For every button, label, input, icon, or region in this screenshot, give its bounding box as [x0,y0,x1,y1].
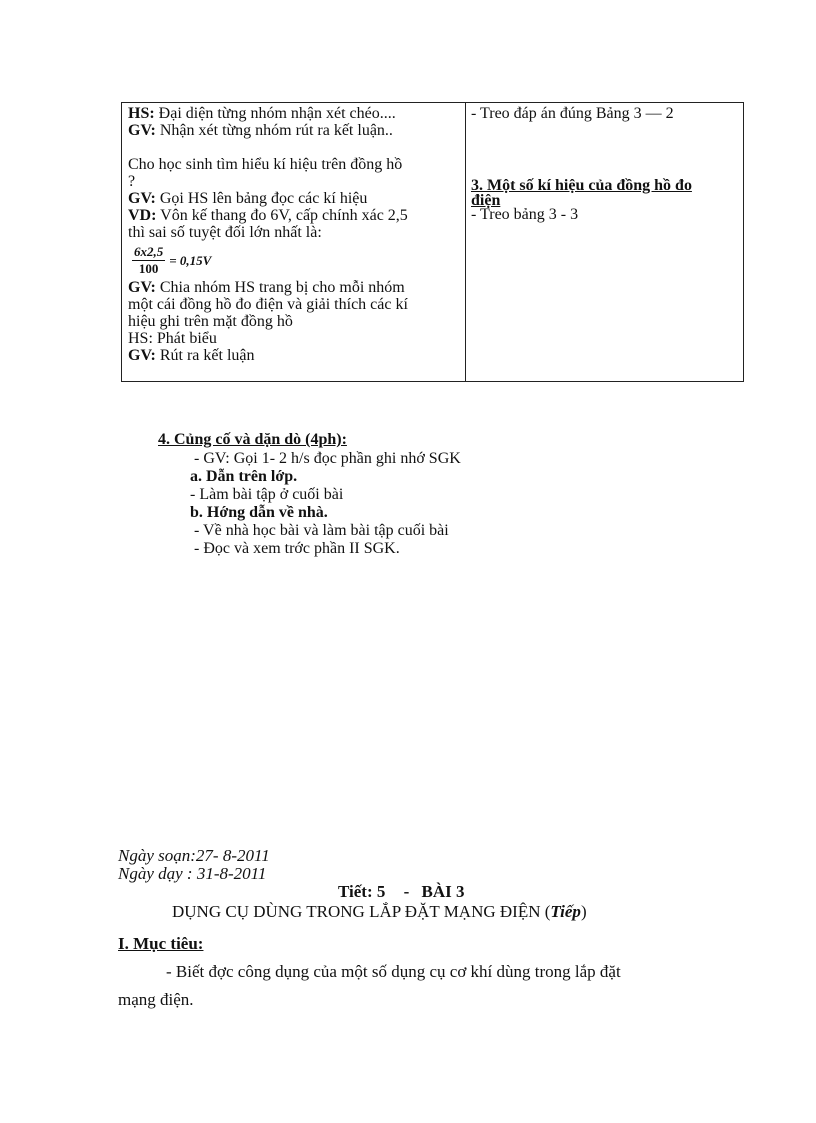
fraction [132,244,165,277]
table-row [128,122,461,139]
lesson-number: BÀI 3 [421,882,465,901]
row-text: Vôn kế thang đo 6V, cấp chính xác 2,5 [156,207,408,224]
formula [128,241,461,279]
table-row [128,224,461,241]
teach-date: Ngày dạy : 31-8-2011 [118,864,267,883]
table-row [128,296,461,313]
objectives-heading: I. Mục tiêu: [118,934,204,953]
table-row [128,156,461,173]
row-text: Gọi HS lên bảng đọc các kí hiệu [155,190,368,207]
row-text: hiệu ghi trên mặt đồng hồ [128,313,293,330]
row-text: một cái đồng hồ đo điện và giải thích các kí [128,296,408,313]
table-row [128,279,461,296]
separator: - [403,882,410,901]
subsection-a-title: a. Dẫn trên lớp. [190,468,298,485]
row-text: Rút ra kết luận [155,347,255,364]
role-label: GV: [128,122,156,139]
objective-line: mạng điện. [118,990,194,1009]
role-label: GV: [128,347,156,364]
row-text: Chia nhóm HS trang bị cho mỗi nhóm [155,279,405,296]
row-text: HS: Phát biểu [128,330,217,347]
row-text: ? [128,173,136,190]
row-text: Cho học sinh tìm hiểu kí hiệu trên đồng hồ [128,156,403,173]
row-text: Đại diện từng nhóm nhận xét chéo.... [154,105,396,122]
lesson-title-text: DỤNG CỤ DÙNG TRONG LẮP ĐẶT MẠNG ĐIỆN ( [172,902,551,921]
formula-result: = 0,15V [169,252,212,268]
role-label: GV: [128,190,156,207]
role-label: GV: [128,279,156,296]
section-heading-cont: điện [471,192,501,209]
subsection-b-item: - Về nhà học bài và làm bài tập cuối bài [194,522,449,539]
content-column [471,105,739,223]
activity-table [121,102,744,382]
spacer [471,122,739,177]
fraction-denominator: 100 [138,260,159,276]
objective-line: - Biết đợc công dụng của một số dụng cụ cơ khí dùng trong lắp đặt [166,962,621,981]
period-number: Tiết: 5 [338,882,386,901]
subsection-b-item: - Đọc và xem trớc phần II SGK. [194,540,400,557]
fraction-numerator: 6x2,5 [134,243,164,259]
lesson-title-close: ) [580,902,587,921]
row-text: Nhận xét từng nhóm rút ra kết luận.. [155,122,393,139]
table-row [128,105,461,122]
table-row [128,330,461,347]
spacer [128,139,461,156]
prep-date: Ngày soạn:27- 8-2011 [118,846,270,865]
answer-note: - Treo đáp án đúng Bảng 3 — 2 [471,105,674,122]
table-row [128,190,461,207]
lesson-title-continued: Tiếp [550,902,581,921]
subsection-b-title: b. Hớng dẫn về nhà. [190,504,328,521]
role-label: VD: [128,207,157,224]
section-heading: 3. Một số kí hiệu của đồng hồ đo [471,177,692,194]
gv-instruction: - GV: Gọi 1- 2 h/s đọc phần ghi nhớ SGK [194,450,461,467]
table-row [128,173,461,190]
subsection-a-item: - Làm bài tập ở cuối bài [190,486,344,503]
section-4-heading: 4. Củng cố và dặn dò (4ph): [158,431,347,448]
table-row [128,347,461,364]
table-row [128,313,461,330]
row-text: thì sai số tuyệt đối lớn nhất là: [128,224,322,241]
column-divider [465,103,466,381]
role-label: HS: [128,105,155,122]
lesson-title [172,902,587,922]
table-note: - Treo bảng 3 - 3 [471,206,579,223]
teacher-activity-column [128,105,461,364]
table-row [128,207,461,224]
